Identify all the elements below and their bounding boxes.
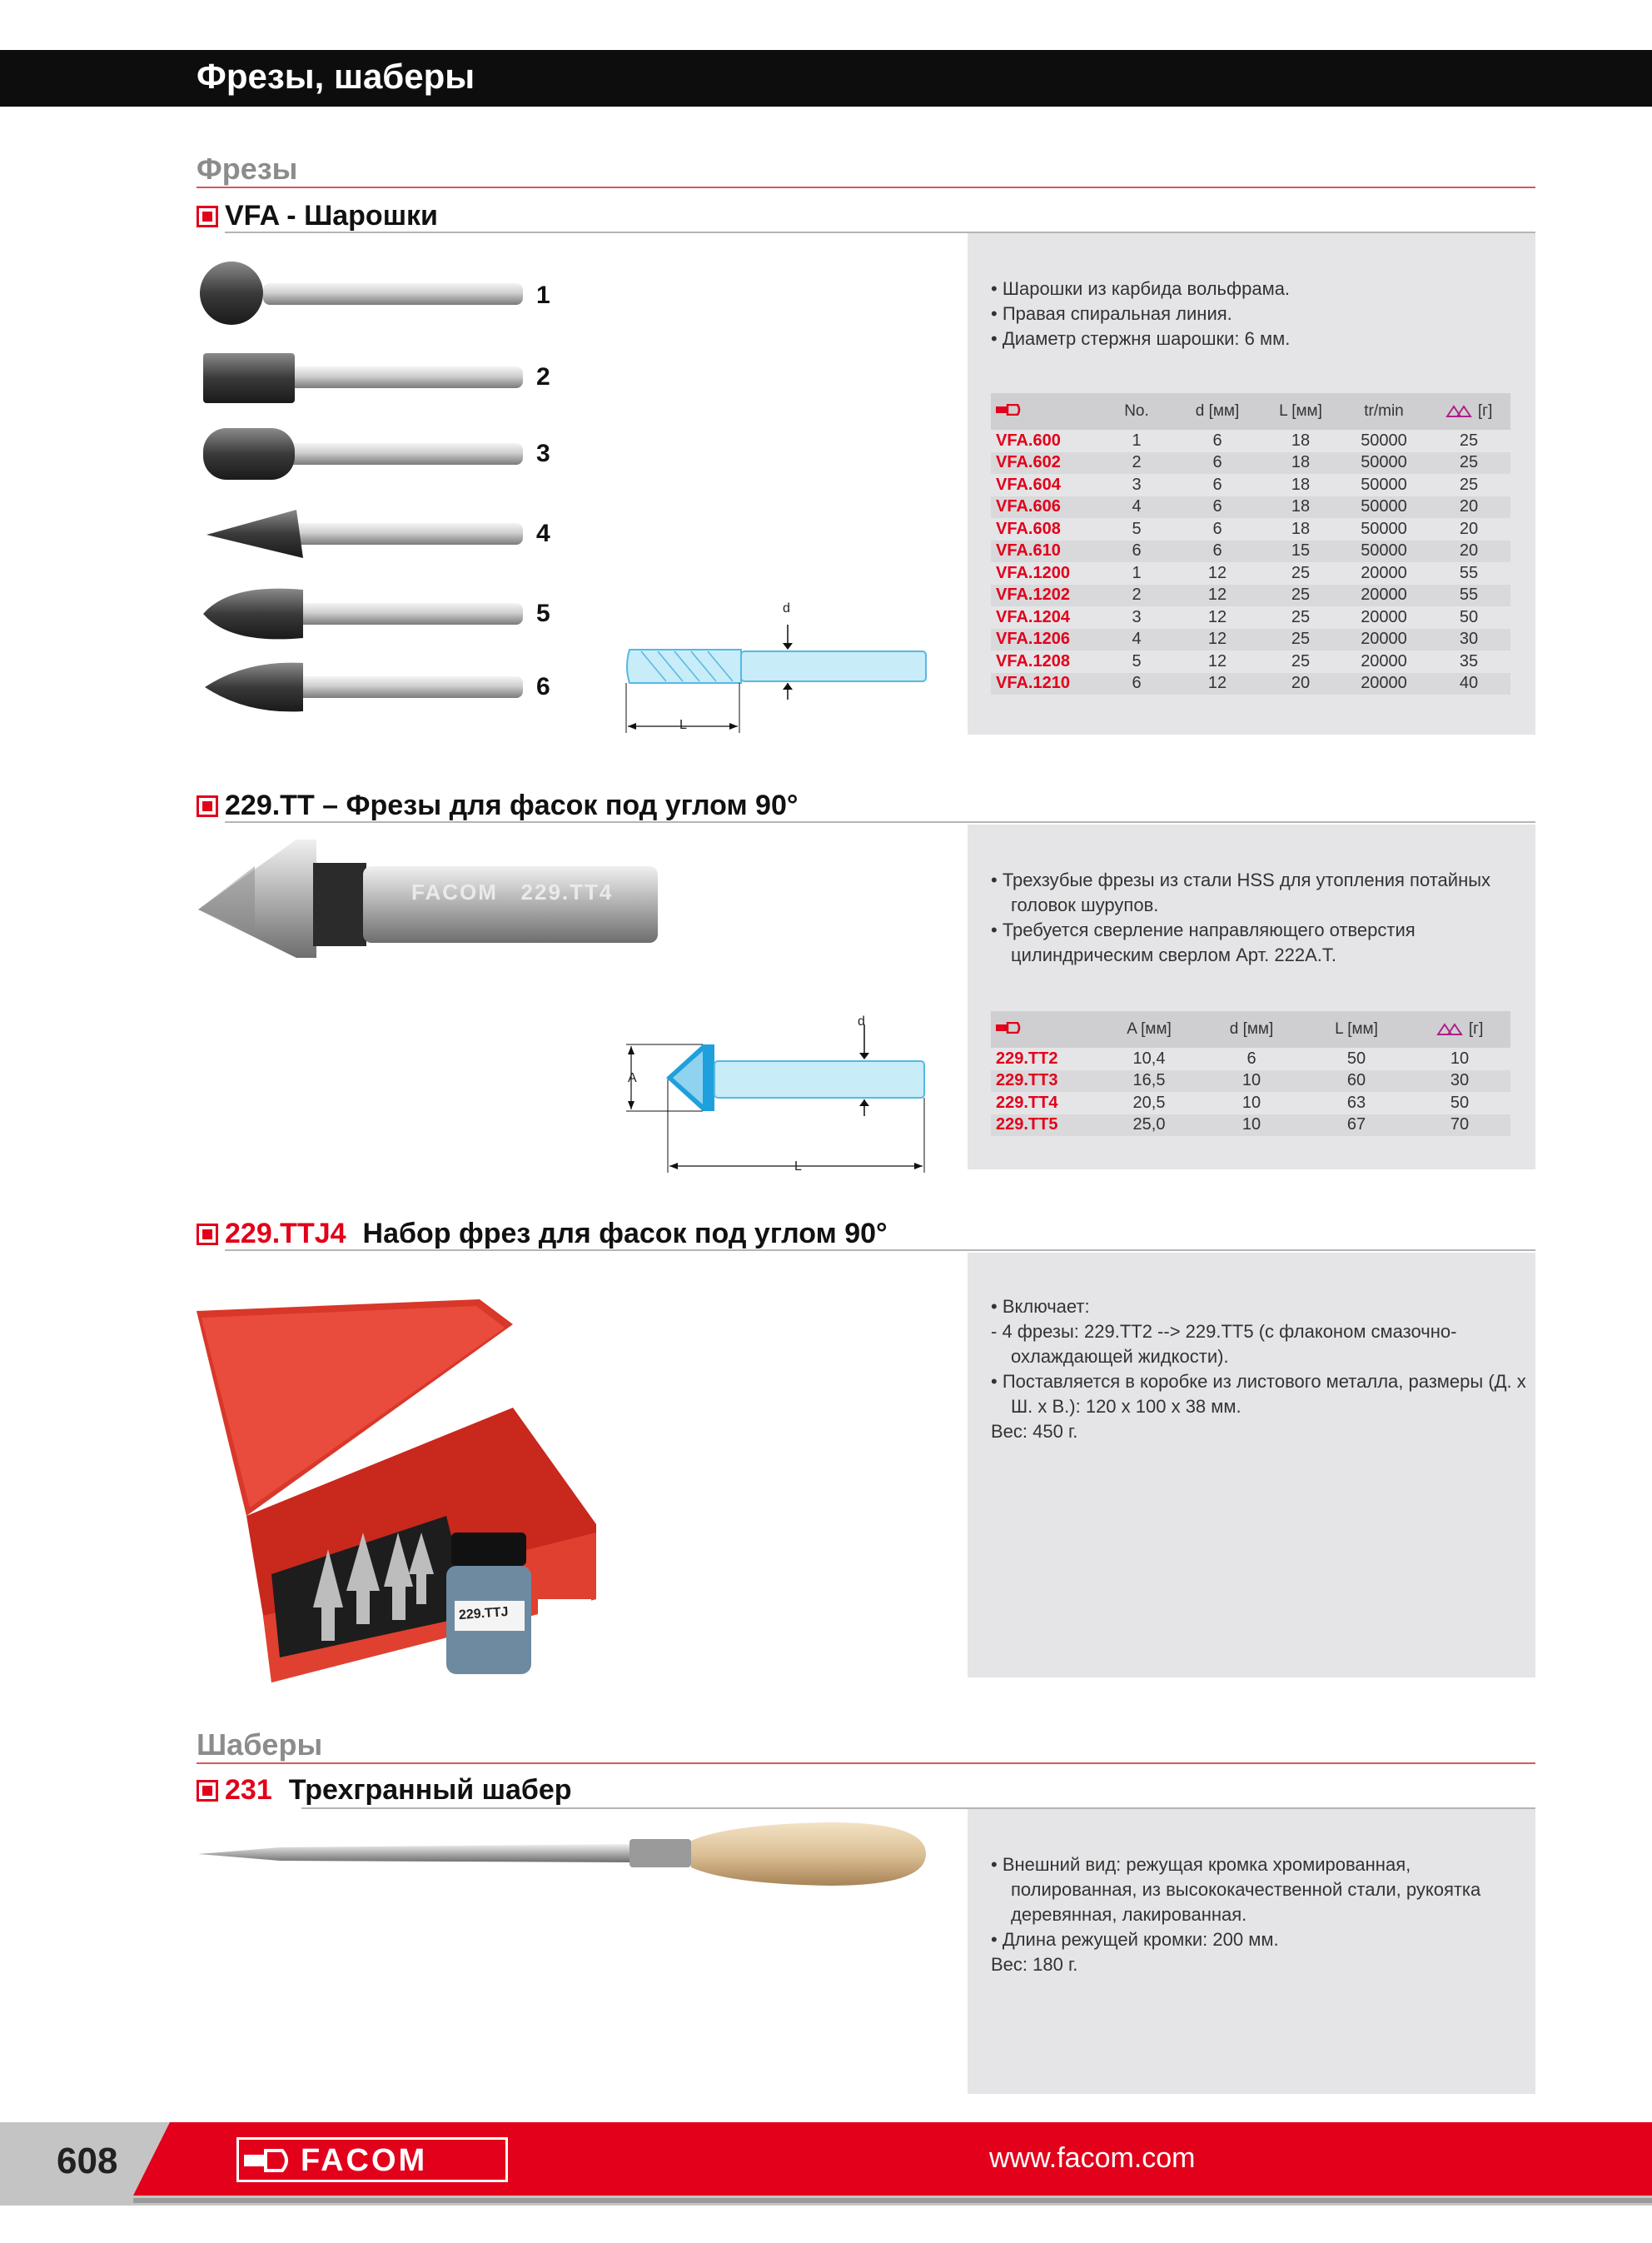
table-cell: 50000 bbox=[1341, 496, 1427, 519]
facom-logo bbox=[236, 2137, 508, 2182]
weight-column-header bbox=[1409, 1011, 1510, 1048]
ttj4-code: 229.TTJ4 bbox=[225, 1218, 346, 1249]
s231-line: • Длина режущей кромки: 200 мм. bbox=[991, 1929, 1279, 1950]
table-cell: 25 bbox=[1291, 607, 1311, 626]
table-cell: 20000 bbox=[1341, 585, 1427, 607]
table-cell: 25 bbox=[1291, 651, 1311, 670]
section-heading-frezy: Фрезы bbox=[197, 152, 298, 186]
table-row bbox=[991, 673, 1510, 695]
table-cell: 5 bbox=[1132, 519, 1142, 538]
dim-label-A: A bbox=[628, 1071, 637, 1085]
table-cell: 10 bbox=[1199, 1070, 1304, 1093]
ref-cell: VFA.1210 bbox=[991, 673, 1099, 695]
table-cell: 6 bbox=[1174, 541, 1261, 563]
vfa-burrs-image bbox=[197, 250, 546, 716]
dim-label-L: L bbox=[794, 1159, 802, 1174]
table-cell: 50 bbox=[1450, 1093, 1470, 1112]
page-number: 608 bbox=[57, 2141, 118, 2181]
table-cell: 12 bbox=[1174, 629, 1261, 651]
vfa-dimension-drawing bbox=[616, 600, 933, 741]
table-cell: 10,4 bbox=[1132, 1049, 1166, 1068]
column-header: d [мм] bbox=[1199, 1011, 1304, 1048]
square-bullet-icon bbox=[197, 206, 218, 227]
table-cell: 50000 bbox=[1361, 519, 1407, 538]
table-cell: 20000 bbox=[1361, 651, 1407, 670]
ref-cell: VFA.604 bbox=[996, 475, 1061, 494]
page-title-bar bbox=[0, 50, 1652, 107]
s231-line: полированная, из высококачественной стали, рукоятка bbox=[1011, 1879, 1481, 1900]
table-cell: 50000 bbox=[1361, 431, 1407, 450]
table-row bbox=[991, 629, 1510, 651]
ref-cell: VFA.1204 bbox=[996, 607, 1070, 626]
table-cell: 12 bbox=[1207, 651, 1227, 670]
table-row bbox=[991, 474, 1510, 496]
tt-bullet: • Трехзубые фрезы из стали HSS для утопления потайных bbox=[991, 870, 1491, 890]
table-cell: 2 bbox=[1099, 585, 1174, 607]
ref-cell: VFA.1202 bbox=[991, 585, 1099, 607]
table-row bbox=[991, 1092, 1510, 1114]
table-cell: 50000 bbox=[1361, 475, 1407, 494]
facom-logo-icon bbox=[244, 2148, 294, 2173]
ref-cell: VFA.602 bbox=[991, 452, 1099, 475]
burr-label-3: 3 bbox=[536, 440, 550, 467]
table-cell: 20000 bbox=[1341, 629, 1427, 651]
vfa-heading: VFA - Шарошки bbox=[225, 200, 438, 232]
burr-label-5: 5 bbox=[536, 600, 550, 627]
tt-info-panel bbox=[968, 825, 1535, 1169]
burr-label-6: 6 bbox=[536, 673, 550, 700]
table-row bbox=[991, 650, 1510, 673]
square-bullet-icon bbox=[197, 1224, 218, 1245]
vfa-bullet: • Шарошки из карбида вольфрама. bbox=[991, 278, 1291, 299]
burr-label-1: 1 bbox=[536, 282, 550, 309]
table-cell: 55 bbox=[1427, 585, 1510, 607]
table-header-row bbox=[991, 1011, 1510, 1048]
table-cell: 20 bbox=[1427, 541, 1510, 563]
ttj4-description bbox=[991, 1294, 1526, 1444]
ref-cell: 229.TT3 bbox=[991, 1070, 1099, 1093]
ttj4-line: • Поставляется в коробке из листового металла, размеры (Д. x bbox=[991, 1371, 1526, 1392]
table-cell: 25 bbox=[1459, 475, 1479, 494]
facom-ref-icon bbox=[996, 1022, 1021, 1034]
square-bullet-icon bbox=[197, 795, 218, 817]
table-cell: 3 bbox=[1132, 607, 1142, 626]
dim-label-d: d bbox=[783, 601, 790, 616]
table-cell: 18 bbox=[1261, 496, 1341, 519]
product-heading-229tt bbox=[197, 790, 798, 822]
tt-bullet: головок шурупов. bbox=[1011, 895, 1159, 915]
weight-column-header bbox=[1427, 393, 1510, 430]
ref-cell: VFA.600 bbox=[996, 431, 1061, 450]
website-link[interactable]: www.facom.com bbox=[989, 2142, 1196, 2174]
s231-code: 231 bbox=[225, 1774, 272, 1806]
s231-line: Вес: 180 г. bbox=[991, 1954, 1078, 1975]
weight-icon bbox=[1436, 1023, 1465, 1036]
section-divider bbox=[197, 1762, 1535, 1764]
table-cell: 18 bbox=[1291, 475, 1311, 494]
table-cell: 6 bbox=[1212, 475, 1222, 494]
ttj4-title: Набор фрез для фасок под углом 90° bbox=[362, 1218, 888, 1249]
s231-info-panel bbox=[968, 1809, 1535, 2094]
weight-icon bbox=[1446, 405, 1474, 418]
table-cell: 20 bbox=[1261, 673, 1341, 695]
table-row bbox=[991, 1048, 1510, 1070]
scraper-image bbox=[197, 1819, 929, 1894]
table-cell: 40 bbox=[1427, 673, 1510, 695]
s231-description bbox=[991, 1852, 1480, 1977]
table-row bbox=[991, 1070, 1510, 1093]
table-cell: 12 bbox=[1207, 607, 1227, 626]
ref-column-header bbox=[991, 393, 1099, 430]
table-cell: 35 bbox=[1459, 651, 1479, 670]
table-cell: 55 bbox=[1459, 563, 1479, 582]
table-cell: 6 bbox=[1174, 496, 1261, 519]
ref-cell: 229.TT2 bbox=[996, 1049, 1058, 1068]
table-cell: 6 bbox=[1212, 519, 1222, 538]
table-cell: 20 bbox=[1427, 496, 1510, 519]
column-header: L [мм] bbox=[1261, 393, 1341, 430]
product-divider bbox=[225, 1249, 1535, 1251]
column-header: L [мм] bbox=[1304, 1011, 1409, 1048]
ref-cell: 229.TT5 bbox=[991, 1114, 1099, 1137]
table-cell: 12 bbox=[1174, 673, 1261, 695]
column-header: [г] bbox=[1468, 1020, 1484, 1038]
ttj4-line: Ш. x В.): 120 x 100 x 38 мм. bbox=[1011, 1396, 1241, 1417]
ref-cell: VFA.1200 bbox=[996, 563, 1070, 582]
table-row bbox=[991, 585, 1510, 607]
tt-table-body bbox=[991, 1048, 1510, 1136]
table-cell: 50 bbox=[1459, 607, 1479, 626]
ref-cell: VFA.608 bbox=[996, 519, 1061, 538]
table-cell: 70 bbox=[1409, 1114, 1510, 1137]
product-heading-231 bbox=[197, 1774, 572, 1807]
table-cell: 60 bbox=[1304, 1070, 1409, 1093]
column-header: No. bbox=[1099, 393, 1174, 430]
table-cell: 25 bbox=[1291, 563, 1311, 582]
tt-heading: 229.TT – Фрезы для фасок под углом 90° bbox=[225, 790, 799, 821]
vfa-description bbox=[991, 277, 1290, 351]
table-cell: 3 bbox=[1132, 475, 1142, 494]
table-cell: 50 bbox=[1346, 1049, 1366, 1068]
table-cell: 6 bbox=[1174, 452, 1261, 475]
ttj4-line: - 4 фрезы: 229.TT2 --> 229.TT5 (с флаконом смазочно- bbox=[991, 1321, 1457, 1342]
product-divider bbox=[225, 821, 1535, 823]
tt-dimension-drawing bbox=[623, 1014, 933, 1181]
table-cell: 18 bbox=[1261, 452, 1341, 475]
ref-cell: VFA.1206 bbox=[991, 629, 1099, 651]
page-title: Фрезы, шаберы bbox=[197, 57, 475, 96]
ref-cell: VFA.1208 bbox=[996, 651, 1070, 670]
table-cell: 18 bbox=[1291, 519, 1311, 538]
s231-title: Трехгранный шабер bbox=[288, 1774, 572, 1806]
table-cell: 20000 bbox=[1361, 563, 1407, 582]
table-cell: 67 bbox=[1304, 1114, 1409, 1137]
vfa-bullet: • Правая спиральная линия. bbox=[991, 303, 1232, 324]
ttj4-line: охлаждающей жидкости). bbox=[1011, 1346, 1229, 1367]
table-cell: 6 bbox=[1099, 673, 1174, 695]
table-cell: 25 bbox=[1459, 431, 1479, 450]
table-cell: 1 bbox=[1132, 563, 1142, 582]
table-cell: 10 bbox=[1450, 1049, 1470, 1068]
tt-bullet: • Требуется сверление направляющего отверстия bbox=[991, 920, 1416, 940]
table-cell: 25 bbox=[1261, 629, 1341, 651]
table-cell: 10 bbox=[1199, 1114, 1304, 1137]
s231-line: • Внешний вид: режущая кромка хромированная, bbox=[991, 1854, 1411, 1875]
facom-logo-text: FACOM bbox=[301, 2143, 428, 2178]
table-cell: 4 bbox=[1099, 496, 1174, 519]
ref-cell: VFA.606 bbox=[991, 496, 1099, 519]
table-cell: 12 bbox=[1174, 585, 1261, 607]
column-header: d [мм] bbox=[1174, 393, 1261, 430]
table-cell: 20000 bbox=[1361, 607, 1407, 626]
dim-label-L: L bbox=[679, 718, 687, 732]
table-cell: 50000 bbox=[1341, 452, 1427, 475]
ref-column-header bbox=[991, 1011, 1099, 1048]
tt-description bbox=[991, 868, 1490, 968]
facom-ref-icon bbox=[996, 404, 1021, 416]
vfa-table-body bbox=[991, 430, 1510, 695]
table-cell: 25,0 bbox=[1099, 1114, 1199, 1137]
vfa-spec-table bbox=[991, 393, 1510, 695]
table-row bbox=[991, 518, 1510, 541]
table-cell: 20000 bbox=[1341, 673, 1427, 695]
table-cell: 5 bbox=[1132, 651, 1142, 670]
table-cell: 16,5 bbox=[1099, 1070, 1199, 1093]
ttj4-set-image bbox=[197, 1299, 613, 1682]
table-row bbox=[991, 541, 1510, 563]
table-cell: 15 bbox=[1261, 541, 1341, 563]
table-cell: 30 bbox=[1427, 629, 1510, 651]
ttj4-info-panel bbox=[968, 1253, 1535, 1677]
tt-bullet: цилиндрическим сверлом Арт. 222A.T. bbox=[1011, 945, 1336, 965]
ref-cell: VFA.610 bbox=[991, 541, 1099, 563]
ttj4-line: Вес: 450 г. bbox=[991, 1421, 1078, 1442]
table-row bbox=[991, 496, 1510, 519]
bottle-label: 229.TTJ bbox=[458, 1604, 510, 1623]
table-cell: 1 bbox=[1132, 431, 1142, 450]
table-cell: 25 bbox=[1427, 452, 1510, 475]
vfa-bullet: • Диаметр стержня шарошки: 6 мм. bbox=[991, 328, 1291, 349]
table-cell: 50000 bbox=[1341, 541, 1427, 563]
table-cell: 20,5 bbox=[1132, 1093, 1166, 1112]
table-cell: 25 bbox=[1261, 585, 1341, 607]
table-cell: 2 bbox=[1099, 452, 1174, 475]
product-heading-vfa bbox=[197, 200, 438, 232]
table-row bbox=[991, 452, 1510, 475]
table-cell: 4 bbox=[1099, 629, 1174, 651]
column-header: [г] bbox=[1477, 402, 1493, 420]
tool-engraving: FACOM 229.TT4 bbox=[411, 880, 614, 905]
table-cell: 30 bbox=[1409, 1070, 1510, 1093]
table-row bbox=[991, 430, 1510, 452]
ttj4-line: • Включает: bbox=[991, 1296, 1090, 1317]
table-cell: 6 bbox=[1246, 1049, 1256, 1068]
ref-cell: 229.TT4 bbox=[996, 1093, 1058, 1112]
table-row bbox=[991, 606, 1510, 629]
table-cell: 6 bbox=[1099, 541, 1174, 563]
section-divider bbox=[197, 187, 1535, 188]
column-header: tr/min bbox=[1341, 393, 1427, 430]
tt-spec-table bbox=[991, 1011, 1510, 1136]
table-cell: 18 bbox=[1291, 431, 1311, 450]
table-cell: 10 bbox=[1241, 1093, 1261, 1112]
dim-label-d: d bbox=[858, 1014, 865, 1029]
product-heading-229ttj4 bbox=[197, 1218, 888, 1250]
table-row bbox=[991, 1114, 1510, 1137]
table-cell: 20 bbox=[1459, 519, 1479, 538]
section-heading-shabery: Шаберы bbox=[197, 1727, 323, 1762]
column-header: A [мм] bbox=[1099, 1011, 1199, 1048]
vfa-info-panel bbox=[968, 233, 1535, 735]
square-bullet-icon bbox=[197, 1780, 218, 1802]
s231-line: деревянная, лакированная. bbox=[1011, 1904, 1247, 1925]
table-header-row bbox=[991, 393, 1510, 430]
table-cell: 6 bbox=[1212, 431, 1222, 450]
burr-label-4: 4 bbox=[536, 520, 550, 547]
table-row bbox=[991, 562, 1510, 585]
burr-label-2: 2 bbox=[536, 363, 550, 391]
table-cell: 12 bbox=[1207, 563, 1227, 582]
table-cell: 63 bbox=[1346, 1093, 1366, 1112]
